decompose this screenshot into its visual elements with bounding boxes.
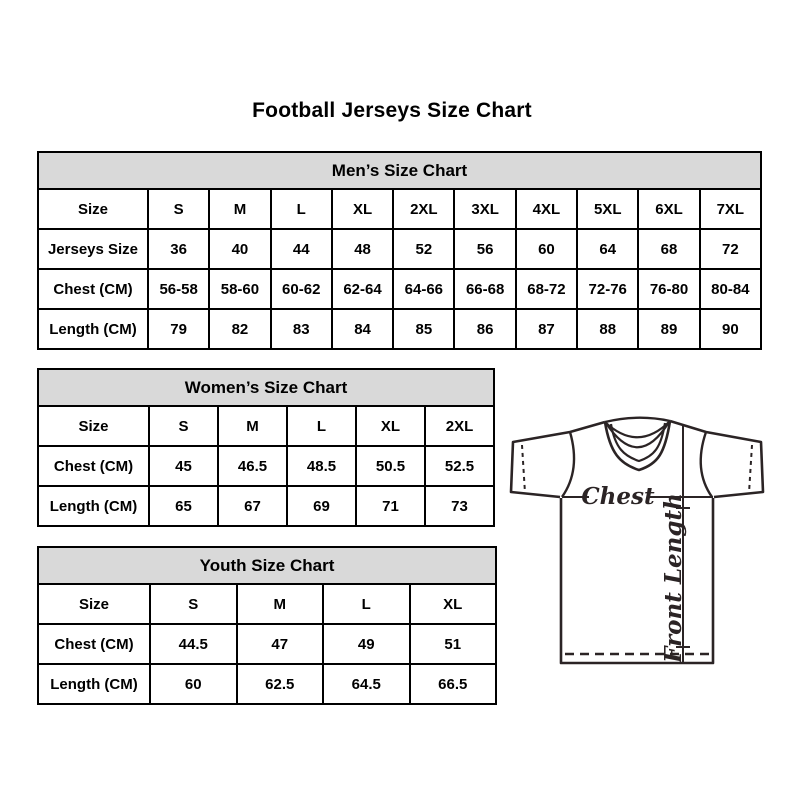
value-cell: 72 [700, 229, 761, 269]
row-header-cell: Jerseys Size [38, 229, 148, 269]
row-header-cell: Chest (CM) [38, 624, 150, 664]
value-cell: 58-60 [209, 269, 270, 309]
value-cell: XL [356, 406, 425, 446]
value-cell: 49 [323, 624, 410, 664]
jersey-measurement-diagram [505, 408, 770, 670]
value-cell: 4XL [516, 189, 577, 229]
table-section-header-row [38, 547, 496, 584]
mens-size-table [37, 151, 762, 350]
table-row [38, 584, 496, 624]
row-header-cell: Size [38, 584, 150, 624]
value-cell: 90 [700, 309, 761, 349]
value-cell: 83 [271, 309, 332, 349]
value-cell: 60-62 [271, 269, 332, 309]
value-cell: 89 [638, 309, 699, 349]
value-cell: 65 [149, 486, 218, 526]
front-length-measure-label: Front Length [660, 493, 687, 663]
row-header-cell: Length (CM) [38, 664, 150, 704]
right-cuff-dashed-line [749, 445, 752, 493]
jersey-outline-icon [511, 418, 763, 663]
value-cell: 40 [209, 229, 270, 269]
value-cell: 47 [237, 624, 324, 664]
table-row [38, 229, 761, 269]
row-header-cell: Size [38, 189, 148, 229]
value-cell: S [150, 584, 237, 624]
value-cell: 80-84 [700, 269, 761, 309]
womens-size-table [37, 368, 495, 527]
value-cell: M [209, 189, 270, 229]
value-cell: XL [332, 189, 393, 229]
table-row [38, 406, 494, 446]
value-cell: 50.5 [356, 446, 425, 486]
value-cell: 48 [332, 229, 393, 269]
value-cell: 72-76 [577, 269, 638, 309]
row-header-cell: Length (CM) [38, 309, 148, 349]
left-cuff-dashed-line [522, 445, 525, 493]
value-cell: 5XL [577, 189, 638, 229]
value-cell: 79 [148, 309, 209, 349]
table-row [38, 269, 761, 309]
value-cell: 82 [209, 309, 270, 349]
value-cell: 60 [150, 664, 237, 704]
value-cell: 62-64 [332, 269, 393, 309]
value-cell: 45 [149, 446, 218, 486]
value-cell: 62.5 [237, 664, 324, 704]
row-header-cell: Chest (CM) [38, 446, 149, 486]
value-cell: 3XL [454, 189, 515, 229]
value-cell: 87 [516, 309, 577, 349]
value-cell: 86 [454, 309, 515, 349]
table-row [38, 309, 761, 349]
value-cell: 64-66 [393, 269, 454, 309]
row-header-cell: Size [38, 406, 149, 446]
value-cell: 68-72 [516, 269, 577, 309]
value-cell: 76-80 [638, 269, 699, 309]
row-header-cell: Chest (CM) [38, 269, 148, 309]
value-cell: 64.5 [323, 664, 410, 704]
value-cell: 2XL [425, 406, 494, 446]
value-cell: 66.5 [410, 664, 497, 704]
value-cell: S [149, 406, 218, 446]
value-cell: 84 [332, 309, 393, 349]
table-section-header: Women’s Size Chart [38, 369, 494, 406]
value-cell: 66-68 [454, 269, 515, 309]
row-header-cell: Length (CM) [38, 486, 149, 526]
value-cell: M [218, 406, 287, 446]
value-cell: 52 [393, 229, 454, 269]
table-row [38, 189, 761, 229]
table-section-header-row [38, 152, 761, 189]
table-section-header: Men’s Size Chart [38, 152, 761, 189]
value-cell: 60 [516, 229, 577, 269]
value-cell: 6XL [638, 189, 699, 229]
value-cell: 2XL [393, 189, 454, 229]
value-cell: 88 [577, 309, 638, 349]
value-cell: 69 [287, 486, 356, 526]
value-cell: 67 [218, 486, 287, 526]
table-section-header-row [38, 369, 494, 406]
value-cell: 64 [577, 229, 638, 269]
value-cell: 85 [393, 309, 454, 349]
value-cell: L [271, 189, 332, 229]
table-row [38, 446, 494, 486]
value-cell: 52.5 [425, 446, 494, 486]
value-cell: 44 [271, 229, 332, 269]
value-cell: 48.5 [287, 446, 356, 486]
value-cell: 36 [148, 229, 209, 269]
value-cell: 73 [425, 486, 494, 526]
value-cell: M [237, 584, 324, 624]
value-cell: 51 [410, 624, 497, 664]
value-cell: L [287, 406, 356, 446]
table-section-header: Youth Size Chart [38, 547, 496, 584]
page-title: Football Jerseys Size Chart [252, 99, 532, 122]
table-row [38, 486, 494, 526]
table-row [38, 664, 496, 704]
table-row [38, 624, 496, 664]
value-cell: 56 [454, 229, 515, 269]
value-cell: 46.5 [218, 446, 287, 486]
value-cell: XL [410, 584, 497, 624]
youth-size-table [37, 546, 497, 705]
value-cell: L [323, 584, 410, 624]
value-cell: 56-58 [148, 269, 209, 309]
value-cell: S [148, 189, 209, 229]
value-cell: 7XL [700, 189, 761, 229]
chest-measure-label: Chest [581, 483, 655, 510]
value-cell: 44.5 [150, 624, 237, 664]
value-cell: 71 [356, 486, 425, 526]
value-cell: 68 [638, 229, 699, 269]
